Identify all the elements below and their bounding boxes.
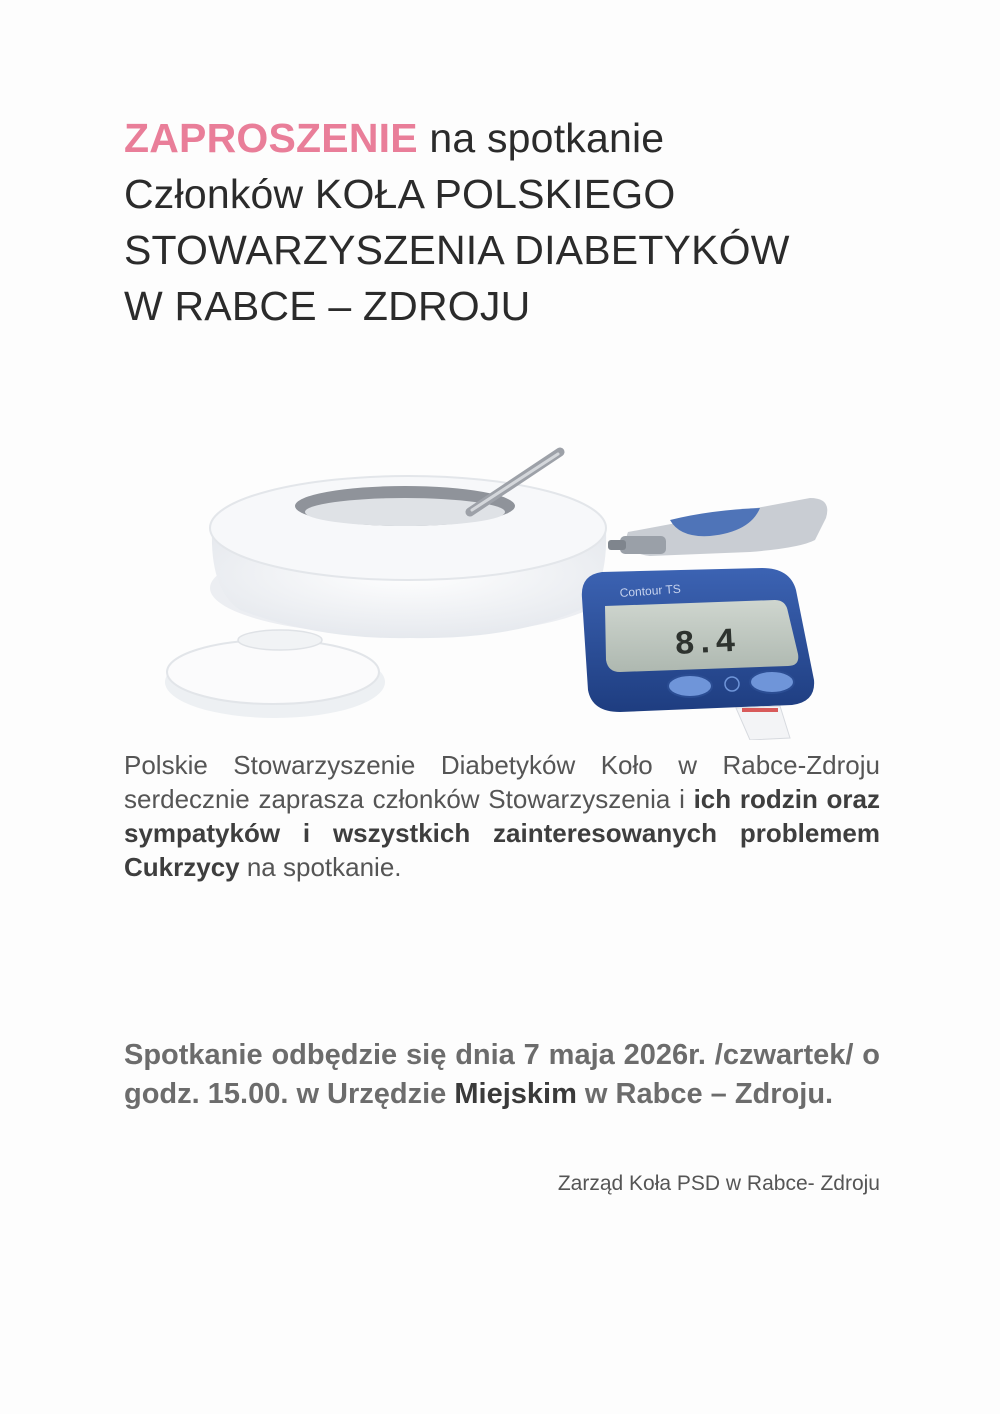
- meeting-details: [124, 1036, 880, 1114]
- meeting-text-part-2: w Rabce – Zdroju.: [576, 1078, 834, 1110]
- meter-brand-label: Contour TS: [619, 581, 682, 600]
- bowl-lid: [165, 630, 385, 718]
- meter-reading: 8.4: [673, 623, 737, 665]
- meeting-text-part-1: Spotkanie odbędzie się dnia 7 maja 2026r. /czwartek/ o godz. 15.00. w Urzędzie: [124, 1039, 880, 1110]
- heading-highlight: ZAPROSZENIE: [124, 115, 418, 161]
- sugar-bowl: [210, 452, 610, 638]
- glucose-meter: [582, 568, 814, 740]
- invitation-heading: [124, 110, 924, 334]
- heading-line-4: W RABCE – ZDROJU: [124, 283, 531, 329]
- heading-line-1: [124, 110, 924, 166]
- intro-tail: na spotkanie.: [239, 852, 402, 882]
- invitation-intro: [124, 748, 880, 884]
- lancing-device: [608, 498, 827, 556]
- intro-text: Polskie Stowarzyszenie Diabetyków Koło w Rabce-Zdroju serdecznie zaprasza członków Stowarzyszenia i: [124, 750, 880, 814]
- meeting-emphasis: Miejskim: [454, 1078, 577, 1110]
- heading-line-1-rest: na spotkanie: [417, 115, 665, 161]
- heading-line-3: STOWARZYSZENIA DIABETYKÓW: [124, 227, 790, 273]
- signature: Zarząd Koła PSD w Rabce- Zdroju: [557, 1172, 880, 1195]
- intro-bold-text: ich rodzin oraz sympatyków i wszystkich zainteresowanych problemem Cukrzycy: [124, 784, 880, 882]
- glucose-meter-illustration: [150, 440, 850, 740]
- heading-line-2: Członków KOŁA POLSKIEGO: [124, 171, 676, 217]
